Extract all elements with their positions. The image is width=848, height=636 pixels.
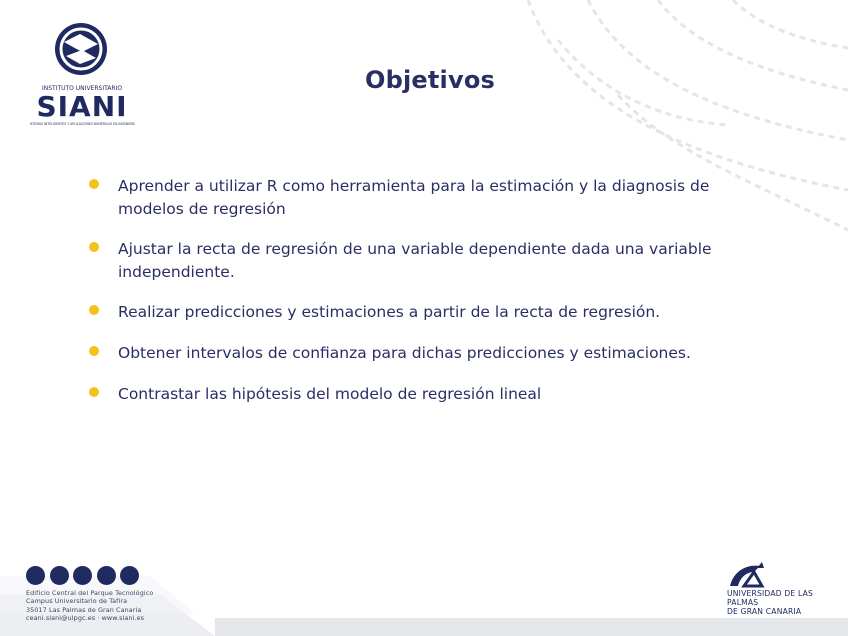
address-line: Edificio Central del Parque Tecnológico	[26, 589, 154, 597]
bullet-text: Ajustar la recta de regresión de una variable dependiente dada una variable independiente.	[118, 240, 712, 281]
address-line: 35017 Las Palmas de Gran Canaria	[26, 605, 142, 614]
dot-icon	[97, 566, 116, 585]
bullet-text: Obtener intervalos de confianza para dichas predicciones y estimaciones.	[118, 344, 691, 362]
bullet-dot-icon	[89, 179, 99, 189]
dot-icon	[73, 566, 92, 585]
footer-dots-logo	[26, 566, 144, 589]
bullet-dot-icon	[89, 305, 99, 315]
address-line: ceani.siani@ulpgc.es · www.siani.es	[26, 614, 145, 623]
bullet-text: Aprender a utilizar R como herramienta para la estimación y la diagnosis de modelos de regresión	[118, 177, 710, 218]
bullet-dot-icon	[89, 346, 99, 356]
list-item	[88, 383, 778, 406]
list-item	[88, 238, 778, 284]
bullet-dot-icon	[89, 242, 99, 252]
bullet-text: Contrastar las hipótesis del modelo de regresión lineal	[118, 385, 542, 403]
logo-top-text: INSTITUTO UNIVERSITARIO	[41, 85, 123, 92]
university-name	[727, 589, 837, 616]
footer-address	[26, 589, 166, 623]
list-item	[88, 301, 778, 324]
list-item	[88, 175, 778, 221]
dot-icon	[50, 566, 69, 585]
slide-title: Objetivos	[364, 66, 495, 94]
address-line: Campus Universitario de Tafira	[26, 597, 128, 606]
bullet-dot-icon	[89, 387, 99, 397]
logo-bottom-text: SISTEMAS INTELIGENTES Y APLICACIONES NUMÉRICAS EN INGENIERÍA	[30, 122, 135, 126]
university-line: DE GRAN CANARIA	[727, 607, 802, 616]
dot-icon	[26, 566, 45, 585]
logo-name: SIANI	[36, 90, 128, 123]
objectives-list	[88, 175, 778, 406]
list-item	[88, 342, 778, 365]
bullet-text: Realizar predicciones y estimaciones a partir de la recta de regresión.	[118, 303, 661, 321]
university-line: UNIVERSIDAD DE LAS PALMAS	[727, 589, 814, 607]
dot-icon	[120, 566, 139, 585]
